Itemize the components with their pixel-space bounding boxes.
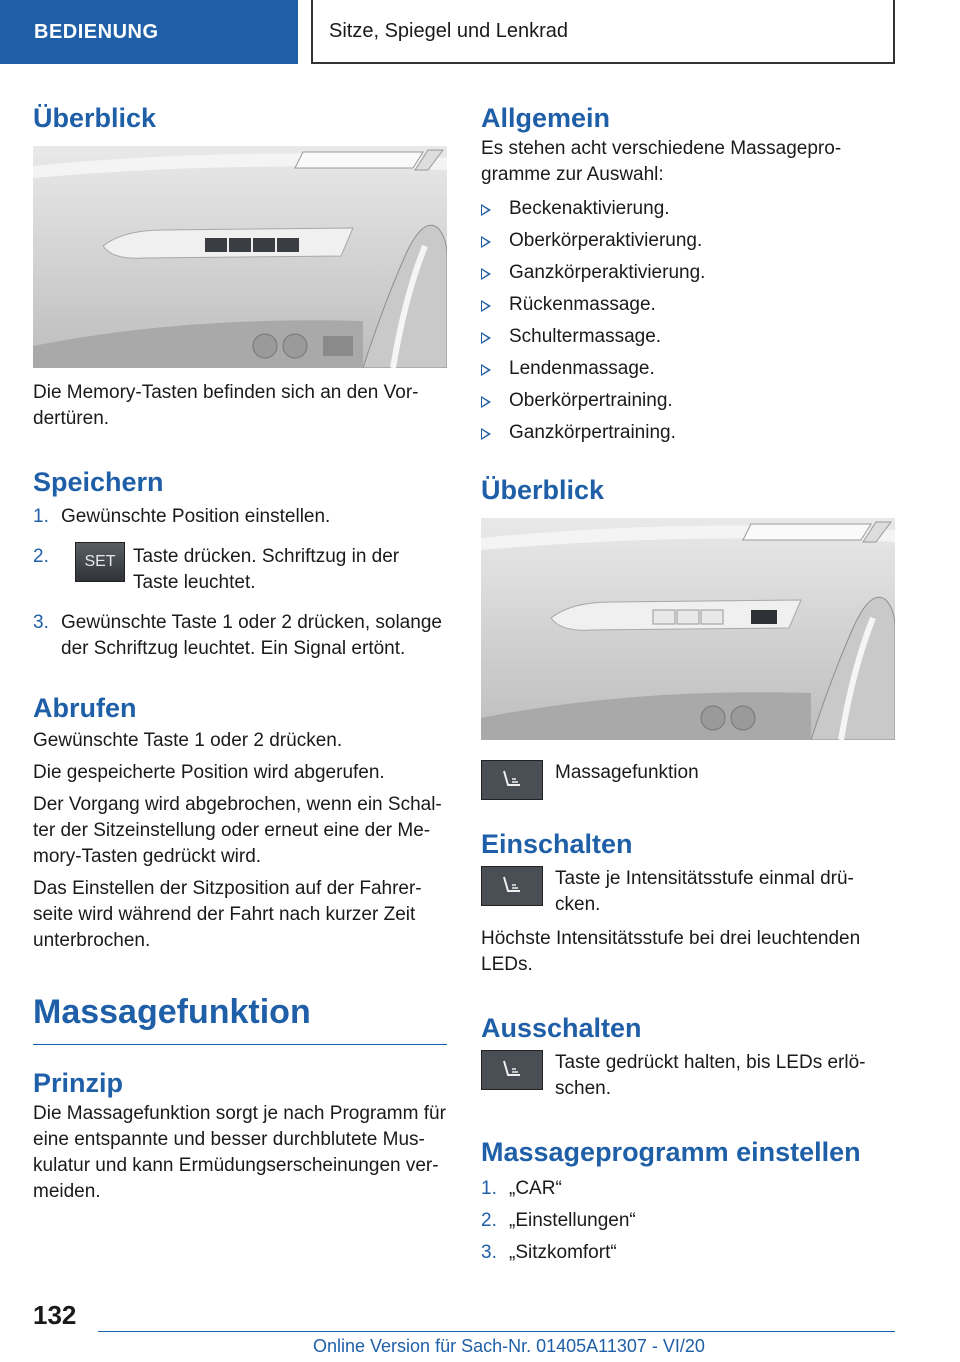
door-memory-photo [33, 146, 447, 368]
left-column [33, 100, 447, 1205]
list-item: Lendenmassage. [481, 356, 895, 382]
abrufen-para: Gewünschte Taste 1 oder 2 drücken. [33, 730, 343, 751]
heading-ausschalten: Ausschalten [481, 1013, 642, 1043]
massage-seat-icon [481, 1050, 543, 1090]
allgemein-intro: Es stehen acht verschiedene Massagepro-gramme zur Auswahl: [481, 138, 842, 185]
triangle-bullet-icon [481, 332, 491, 344]
photo-caption: Die Memory-Tasten befinden sich an den Vor-dertüren. [33, 382, 419, 429]
ausschalten-row [481, 1050, 895, 1102]
triangle-bullet-icon [481, 268, 491, 280]
list-item: 3. Gewünschte Taste 1 oder 2 drücken, solange der Schriftzug leuchtet. Ein Signal ertönt. [33, 612, 442, 659]
list-item: Beckenaktivierung. [481, 196, 895, 222]
massage-caption: Massagefunktion [555, 762, 699, 783]
list-item: 2. „Einstellungen“ [481, 1210, 636, 1231]
heading-abrufen: Abrufen [33, 693, 137, 723]
triangle-bullet-icon [481, 236, 491, 248]
heading-allgemein: Allgemein [481, 103, 611, 133]
prinzip-text: Die Massagefunktion sorgt je nach Programm für eine entspannte und besser durchblutete Mus-kulatur und kann Ermüdungserscheinungen ver-meiden. [33, 1103, 446, 1202]
section-tab [0, 0, 298, 64]
einschalten-para: Höchste Intensitätsstufe bei drei leuchtenden LEDs. [481, 928, 861, 975]
abrufen-para: Das Einstellen der Sitzposition auf der Fahrer-seite wird während der Fahrt nach kurzer Zeit unterbrochen. [33, 878, 422, 951]
heading-massagefunktion: Massagefunktion [33, 993, 311, 1031]
icon-caption-row [481, 760, 895, 800]
triangle-bullet-icon [481, 300, 491, 312]
list-item: 1. Gewünschte Position einstellen. [33, 506, 331, 527]
heading-einschalten: Einschalten [481, 829, 633, 859]
heading-prinzip: Prinzip [33, 1068, 124, 1098]
heading-ueberblick-right: Überblick [481, 475, 605, 505]
section-label: BEDIENUNG [34, 20, 159, 43]
einschalten-row [481, 866, 895, 918]
list-item: Oberkörperaktivierung. [481, 228, 895, 254]
heading-speichern: Speichern [33, 467, 164, 497]
triangle-bullet-icon [481, 364, 491, 376]
triangle-bullet-icon [481, 204, 491, 216]
list-item: Rückenmassage. [481, 292, 895, 318]
footer-text: Online Version für Sach-Nr. 01405A11307 - VI/20 [313, 1336, 705, 1356]
heading-massageprogramm: Massageprogramm einstellen [481, 1137, 861, 1167]
list-item: Ganzkörpertraining. [481, 420, 895, 446]
page-number: 132 [33, 1300, 77, 1330]
chapter-header [311, 0, 895, 64]
abrufen-para: Der Vorgang wird abgebrochen, wenn ein Schal-ter der Sitzeinstellung oder erneut eine der Me-mory-Tasten gedrückt wird. [33, 794, 442, 867]
chapter-title: Sitze, Spiegel und Lenkrad [329, 19, 569, 42]
triangle-bullet-icon [481, 428, 491, 440]
abrufen-para: Die gespeicherte Position wird abgerufen. [33, 762, 385, 783]
heading-ueberblick-left: Überblick [33, 103, 157, 133]
set-button-icon: SET [75, 542, 125, 582]
speichern-steps [33, 504, 447, 662]
ausschalten-text: Taste gedrückt halten, bis LEDs erlö-schen. [555, 1052, 866, 1099]
list-item: Oberkörpertraining. [481, 388, 895, 414]
menu-steps [481, 1176, 895, 1266]
massage-seat-icon [481, 760, 543, 800]
list-item: 2. SET Taste drücken. Schriftzug in der Taste leuchtet. [33, 544, 447, 596]
einschalten-text: Taste je Intensitätsstufe einmal drü-cken. [555, 868, 854, 915]
door-massage-photo [481, 518, 895, 740]
right-column [481, 100, 895, 1266]
list-item: Schultermassage. [481, 324, 895, 350]
footer-rule [98, 1331, 895, 1332]
triangle-bullet-icon [481, 396, 491, 408]
list-item: 3. „Sitzkomfort“ [481, 1242, 617, 1263]
list-item: Ganzkörperaktivierung. [481, 260, 895, 286]
list-item: 1. „CAR“ [481, 1178, 562, 1199]
massage-seat-icon [481, 866, 543, 906]
program-list [481, 196, 895, 446]
